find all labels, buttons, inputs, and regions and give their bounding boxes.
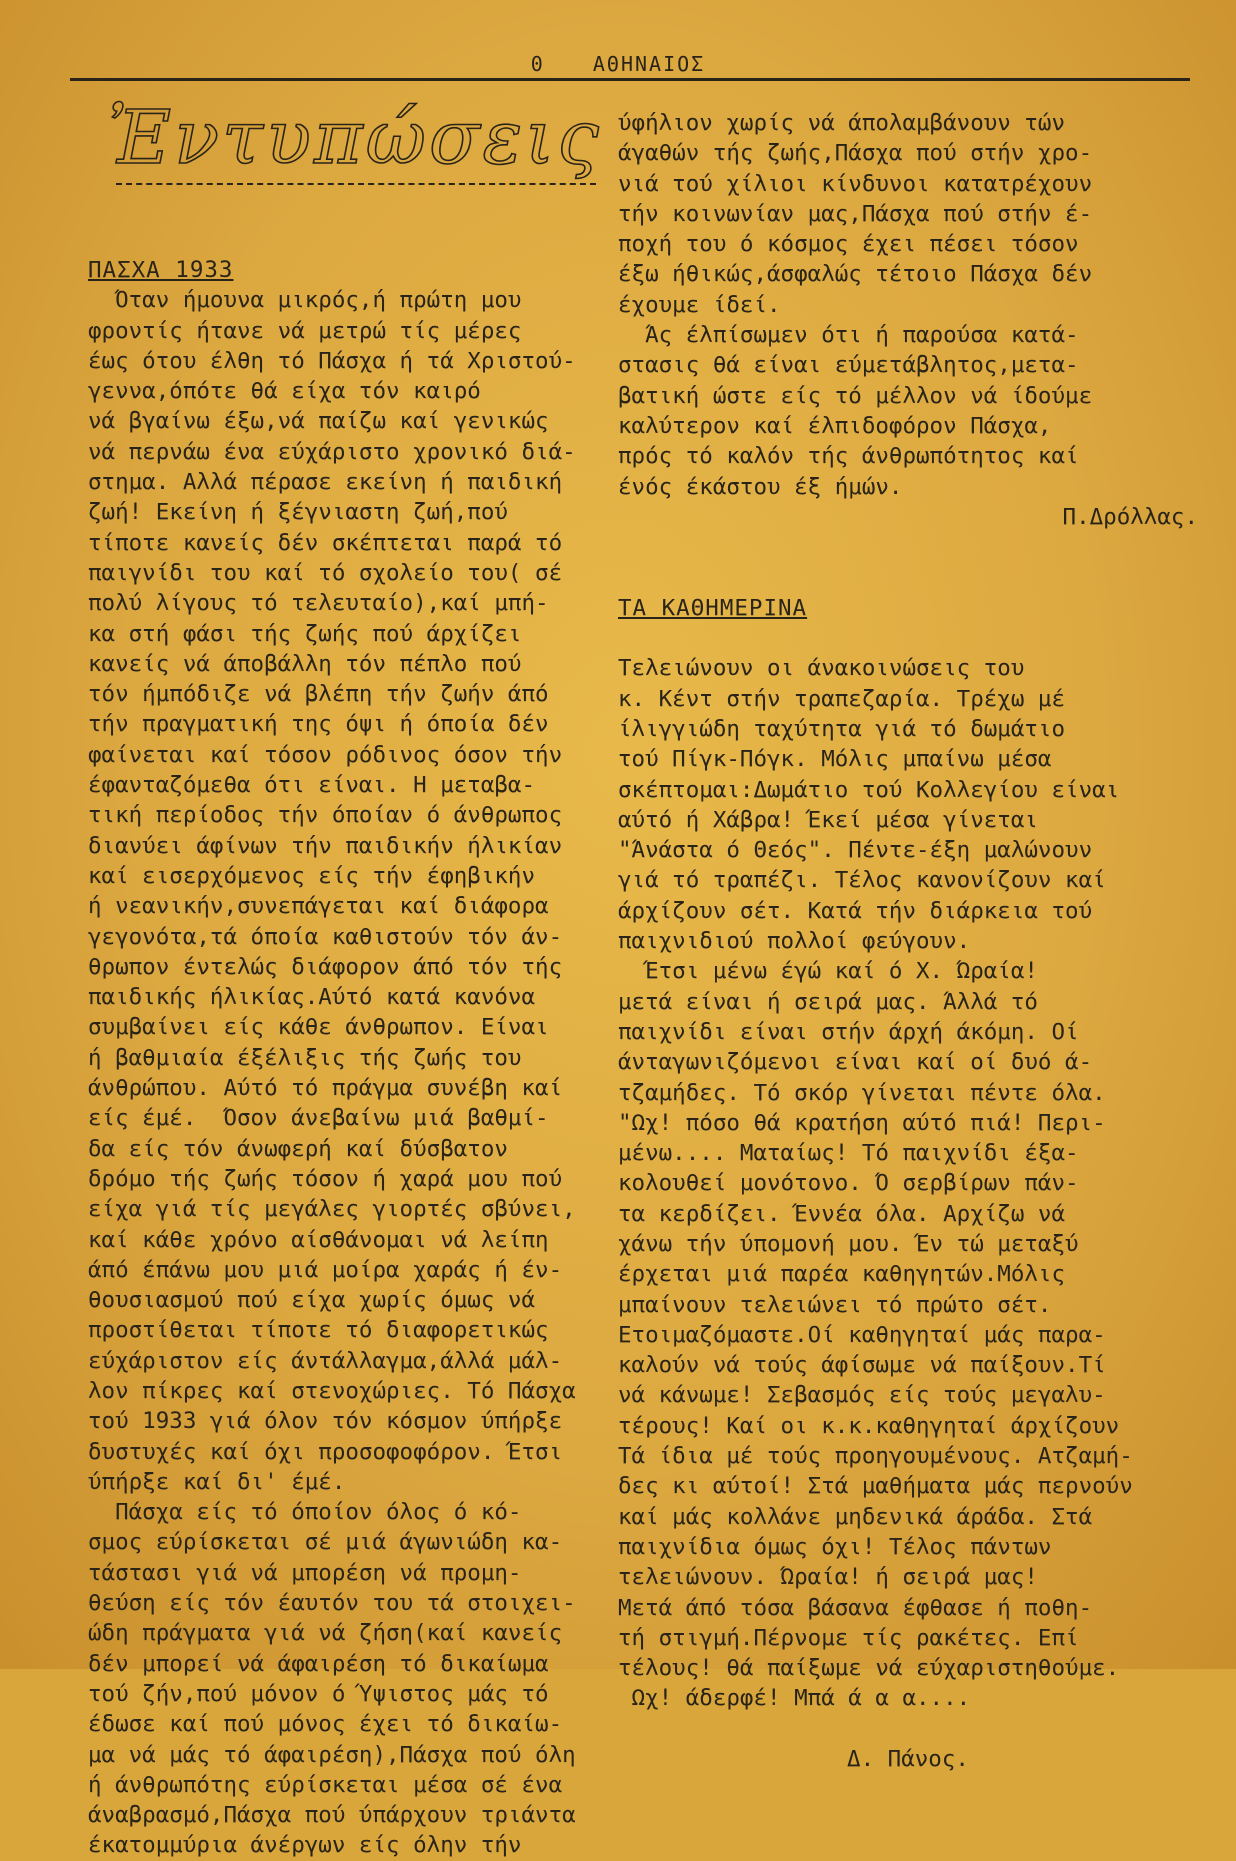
left-body-line: πολύ λίγους τό τελευταίο),καί μπή- (88, 590, 549, 617)
left-body-line: ή άνθρωπότης εύρίσκεται μέσα σέ ένα (88, 1771, 563, 1798)
left-body-line: ή βαθμιαία έξέλιξις τής ζωής του (88, 1044, 522, 1071)
left-body-line: διανύει άφίνων τήν παιδικήν ήλικίαν (88, 832, 563, 859)
page-number: 0 (530, 52, 545, 76)
author-signature-panos: Δ. Πάνος. (847, 1746, 969, 1773)
article-heading-kathimerina: ΤΑ ΚΑΘΗΜΕΡΙΝΑ (618, 594, 808, 621)
right-top-line: βατική ώστε είς τό μέλλον νά ίδούμε (618, 382, 1093, 409)
left-body-line: παιγνίδι του καί τό σχολείο του( σέ (88, 559, 563, 586)
left-body-line: προστίθεται τίποτε τό διαφορετικώς (88, 1317, 549, 1344)
left-body-line: νά βγαίνω έξω,νά παίζω καί γενικώς (88, 408, 549, 435)
left-body-line: δέν μπορεί νά άφαιρέση τό δικαίωμα (88, 1650, 549, 1677)
right-bottom-line: "Άνάστα ό Θεός". Πέντε-έξη μαλώνουν (618, 837, 1093, 864)
left-column (88, 255, 613, 1861)
right-bottom-line: τέλους! θά παίξωμε νά εύχαριστηθούμε. (618, 1655, 1120, 1682)
right-top-line: ένός έκάστου έξ ήμών. (618, 473, 903, 500)
left-body-line: γεννα,όπότε θά είχα τόν καιρό (88, 378, 481, 405)
left-body-line: τήν πραγματική της όψι ή όποία δέν (88, 711, 549, 738)
right-bottom-line: χάνω τήν ύπομονή μου. Έν τώ μεταξύ (618, 1230, 1079, 1257)
right-bottom-line: τελειώνουν. Ώραία! ή σειρά μας! (618, 1564, 1038, 1591)
left-body-line: δα είς τόν άνωφερή καί δύσβατον (88, 1135, 508, 1162)
left-body-line: στημα. Αλλά πέρασε εκείνη ή παιδική (88, 469, 563, 496)
left-body-line: Πάσχα είς τό όποίον όλος ό κό- (88, 1499, 522, 1526)
right-bottom-line: Μετά άπό τόσα βάσανα έφθασε ή ποθη- (618, 1594, 1093, 1621)
left-body-line: τού 1933 γιά όλον τόν κόσμον ύπήρξε (88, 1408, 563, 1435)
right-bottom-line: κολουθεί μονότονο. Ό σερβίρων πάν- (618, 1170, 1079, 1197)
right-bottom-line: Τελειώνουν οι άνακοινώσεις του (618, 655, 1025, 682)
left-body-line: τίποτε κανείς δέν σκέπτεται παρά τό (88, 529, 563, 556)
left-body-line: τάστασι γιά νά μπορέση νά προμη- (88, 1559, 522, 1586)
right-bottom-line: δες κι αύτοί! Στά μαθήματα μάς περνούν (618, 1473, 1133, 1500)
right-bottom-line: τζαμήδες. Τό σκόρ γίνεται πέντε όλα. (618, 1079, 1106, 1106)
left-body-line: μα νά μάς τό άφαιρέση),Πάσχα πού όλη (88, 1741, 576, 1768)
left-body-line: είχα γιά τίς μεγάλες γιορτές σβύνει, (88, 1196, 576, 1223)
right-bottom-line: μένω.... Ματαίως! Τό παιχνίδι έξα- (618, 1140, 1079, 1167)
left-body-line: έδωσε καί πού μόνος έχει τό δικαίω- (88, 1711, 563, 1738)
author-signature-drollas: Π.Δρόλλας. (1062, 503, 1198, 530)
right-bottom-line: αύτό ή Χάβρα! Έκεί μέσα γίνεται (618, 806, 1038, 833)
right-bottom-line: κ. Κέντ στήν τραπεζαρία. Τρέχω μέ (618, 685, 1066, 712)
right-bottom-line: νά κάνωμε! Σεβασμός είς τούς μεγαλυ- (618, 1382, 1106, 1409)
publication-title: ΑΘΗΝΑΙΟΣ (592, 52, 706, 76)
left-body-line: δρόμο τής ζωής τόσον ή χαρά μου πού (88, 1165, 563, 1192)
left-body-line: καί εισερχόμενος είς τήν έφηβικήν (88, 862, 536, 889)
left-body-line: άνθρώπου. Αύτό τό πράγμα συνέβη καί (88, 1075, 563, 1102)
right-top-line: ποχή του ό κόσμος έχει πέσει τόσον (618, 231, 1079, 258)
right-column (618, 108, 1198, 1774)
right-bottom-line: άνταγωνιζόμενοι είναι καί οί δυό ά- (618, 1049, 1093, 1076)
left-body-line: ώδη πράγματα γιά νά ζήση(καί κανείς (88, 1620, 563, 1647)
left-body-line: γεγονότα,τά όποία καθιστούν τόν άν- (88, 923, 563, 950)
left-body-line: έως ότου έλθη τό Πάσχα ή τά Χριστού- (88, 347, 576, 374)
left-body-line: άναβρασμό,Πάσχα πού ύπάρχουν τριάντα (88, 1802, 576, 1829)
left-body-line: ζωή! Εκείνη ή ξέγνιαστη ζωή,πού (88, 499, 508, 526)
left-body-line: θουσιασμού πού είχα χωρίς όμως νά (88, 1287, 536, 1314)
left-body-line: λον πίκρες καί στενοχώριες. Τό Πάσχα (88, 1377, 576, 1404)
right-top-line: στασις θά είναι εύμετάβλητος,μετα- (618, 352, 1079, 379)
left-body-line: κανείς νά άποβάλλη τόν πέπλο πού (88, 650, 522, 677)
right-top-line: νιά τού χίλιοι κίνδυνοι κατατρέχουν (618, 170, 1093, 197)
right-bottom-line: καλούν νά τούς άφίσωμε νά παίξουν.Τί (618, 1352, 1106, 1379)
right-bottom-line: Ετοιμαζόμαστε.Οί καθηγηταί μάς παρα- (618, 1321, 1106, 1348)
right-article-body (618, 653, 1198, 1713)
left-body-line: ύπήρξε καί δι' έμέ. (88, 1468, 346, 1495)
right-bottom-line: Τά ίδια μέ τούς προηγουμένους. Ατζαμή- (618, 1443, 1133, 1470)
right-top-line: έξω ήθικώς,άσφαλώς τέτοιο Πάσχα δέν (618, 261, 1093, 288)
right-bottom-line: παιχνίδι είναι στήν άρχή άκόμη. Οί (618, 1018, 1079, 1045)
running-head (0, 52, 1236, 76)
right-bottom-line: τα κερδίζει. Έννέα όλα. Αρχίζω νά (618, 1200, 1066, 1227)
right-article-continuation (618, 108, 1198, 502)
article-heading-pascha: ΠΑΣΧΑ 1933 (88, 257, 234, 283)
left-body-line: έκατομμύρια άνέργων είς όλην τήν (88, 1832, 522, 1859)
masthead-underline (116, 183, 596, 185)
right-bottom-line: γιά τό τραπέζι. Τέλος κανονίζουν καί (618, 867, 1106, 894)
left-body-line: τική περίοδος τήν όποίαν ό άνθρωπος (88, 802, 563, 829)
section-masthead (92, 95, 612, 205)
left-body-line: Όταν ήμουνα μικρός,ή πρώτη μου (88, 287, 522, 314)
right-bottom-line: καί μάς κολλάνε μηδενικά άράδα. Στά (618, 1503, 1093, 1530)
right-top-line: τήν κοινωνίαν μας,Πάσχα πού στήν έ- (618, 200, 1093, 227)
right-bottom-line: τή στιγμή.Πέρνομε τίς ρακέτες. Επί (618, 1624, 1079, 1651)
left-body-line: κα στή φάσι τής ζωής πού άρχίζει (88, 620, 522, 647)
right-top-line: πρός τό καλόν τής άνθρωπότητος καί (618, 443, 1079, 470)
right-top-line: καλύτερον καί έλπιδοφόρον Πάσχα, (618, 412, 1052, 439)
left-body-line: άπό έπάνω μου μιά μοίρα χαράς ή έν- (88, 1256, 563, 1283)
left-body-line: φαίνεται καί τόσον ρόδινος όσον τήν (88, 741, 563, 768)
left-body-line: ή νεανικήν,συνεπάγεται καί διάφορα (88, 893, 549, 920)
right-bottom-line: Έτσι μένω έγώ καί ό Χ. Ώραία! (618, 958, 1038, 985)
left-body-line: εύχάριστον είς άντάλλαγμα,άλλά μάλ- (88, 1347, 563, 1374)
left-article-body (88, 285, 613, 1860)
left-body-line: θρωπον έντελώς διάφορον άπό τόν τής (88, 953, 563, 980)
right-bottom-line: άρχίζουν σέτ. Κατά τήν διάρκεια τού (618, 897, 1093, 924)
right-bottom-line: ίλιγγιώδη ταχύτητα γιά τό δωμάτιο (618, 715, 1066, 742)
left-body-line: σμος εύρίσκεται σέ μιά άγωνιώδη κα- (88, 1529, 563, 1556)
right-bottom-line: "Ωχ! πόσο θά κρατήση αύτό πιά! Περι- (618, 1109, 1106, 1136)
right-top-line: ύφήλιον χωρίς νά άπολαμβάνουν τών (618, 110, 1066, 136)
left-body-line: έφανταζόμεθα ότι είναι. Η μεταβα- (88, 772, 536, 799)
left-body-line: παιδικής ήλικίας.Αύτό κατά κανόνα (88, 984, 536, 1011)
right-top-line: έχουμε ίδεί. (618, 291, 781, 318)
right-bottom-line: τού Πίγκ-Πόγκ. Μόλις μπαίνω μέσα (618, 746, 1052, 773)
left-body-line: φροντίς ήτανε νά μετρώ τίς μέρες (88, 317, 522, 344)
left-body-line: συμβαίνει είς κάθε άνθρωπον. Είναι (88, 1014, 549, 1041)
right-bottom-line: μετά είναι ή σειρά μας. Άλλά τό (618, 988, 1038, 1015)
right-bottom-line: παιχνιδιού πολλοί φεύγουν. (618, 928, 971, 955)
header-rule (70, 78, 1190, 81)
left-body-line: τού ζήν,πού μόνον ό Ύψιστος μάς τό (88, 1680, 549, 1707)
masthead-title: Ἐντυπώσεις (108, 95, 602, 181)
right-top-line: Άς έλπίσωμεν ότι ή παρούσα κατά- (618, 322, 1079, 349)
right-bottom-line: έρχεται μιά παρέα καθηγητών.Μόλις (618, 1261, 1066, 1288)
left-body-line: είς έμέ. Όσον άνεβαίνω μιά βαθμί- (88, 1105, 549, 1132)
left-body-line: θεύση είς τόν έαυτόν του τά στοιχει- (88, 1590, 576, 1617)
left-body-line: τόν ήμπόδιζε νά βλέπη τήν ζωήν άπό (88, 681, 549, 708)
left-body-line: δυστυχές καί όχι προσοφοφόρον. Έτσι (88, 1438, 563, 1465)
left-body-line: καί κάθε χρόνο αίσθάνομαι νά λείπη (88, 1226, 549, 1253)
right-top-line: άγαθών τής ζωής,Πάσχα πού στήν χρο- (618, 140, 1093, 167)
left-body-line: νά περνάω ένα εύχάριστο χρονικό διά- (88, 438, 576, 465)
right-bottom-line: Ωχ! άδερφέ! Μπά ά α α.... (618, 1685, 971, 1712)
right-bottom-line: σκέπτομαι:Δωμάτιο τού Κολλεγίου είναι (618, 776, 1120, 803)
right-bottom-line: παιχνίδια όμως όχι! Τέλος πάντων (618, 1533, 1052, 1560)
right-bottom-line: τέρους! Καί οι κ.κ.καθηγηταί άρχίζουν (618, 1412, 1120, 1439)
right-bottom-line: μπαίνουν τελειώνει τό πρώτο σέτ. (618, 1291, 1052, 1318)
